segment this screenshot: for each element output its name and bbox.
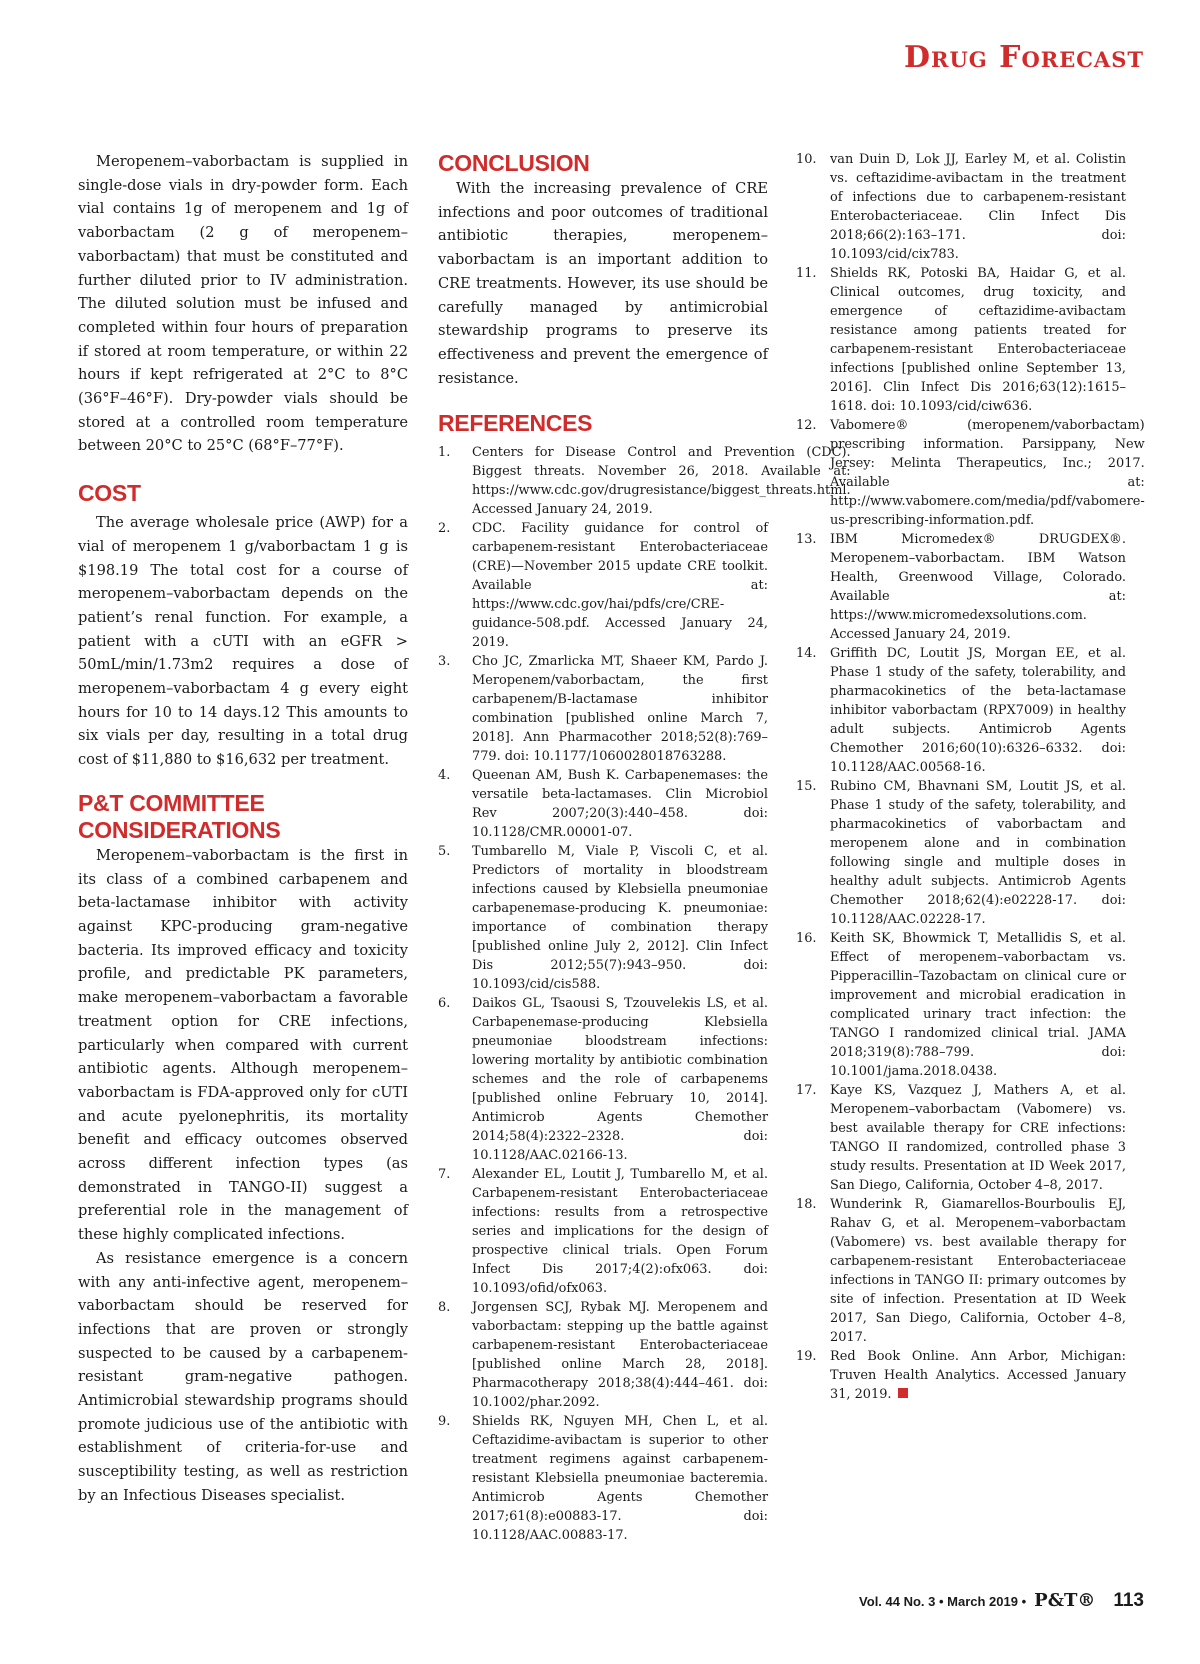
reference-text-body: Rubino CM, Bhavnani SM, Loutit JS, et al. Phase 1 study of the safety, tolerability, and pharmacokinetics of vaborbactam and meropenem alone and in combination following single and multiple doses in healthy adult subjects. Antimicrob Agents Chemother 2018;62(4):e02228-17. doi: 10.1128/AAC.02228-17.	[830, 779, 1126, 927]
reference-text	[830, 1347, 1126, 1404]
reference-text	[830, 530, 1126, 644]
reference-item	[438, 994, 768, 1165]
reference-item	[796, 1195, 1126, 1347]
reference-number: 18.	[796, 1197, 817, 1212]
reference-text	[830, 150, 1126, 264]
reference-item	[796, 150, 1126, 264]
reference-text-body: van Duin D, Lok JJ, Earley M, et al. Colistin vs. ceftazidime-avibactam in the treatment of infections due to carbapenem-resistant Enterobacteriaceae. Clin Infect Dis 2018;66(2):163–171. doi: 10.1093/cid/cix783.	[830, 152, 1126, 262]
reference-text-body: Centers for Disease Control and Prevention (CDC). Biggest threats. November 26, 2018. Available at: https://www.cdc.gov/drugresistance/biggest_threats.html. Accessed January 24, 2019.	[472, 445, 851, 518]
reference-text-body: Daikos GL, Tsaousi S, Tzouvelekis LS, et al. Carbapenemase-producing Klebsiella pneumoniae bloodstream infections: lowering mortality by antibiotic combination schemes and the role of carbapenems [published online February 10, 2014]. Antimicrob Agents Chemother 2014;58(4):2322–2328. doi: 10.1128/AAC.02166-13.	[472, 996, 768, 1164]
reference-text-body: Red Book Online. Ann Arbor, Michigan: Truven Health Analytics. Accessed January 31, 2019.	[830, 1349, 1126, 1402]
reference-text	[830, 1081, 1126, 1195]
reference-text	[830, 264, 1126, 416]
column-2	[438, 150, 851, 1545]
reference-number: 8.	[438, 1300, 451, 1316]
reference-item	[796, 264, 1126, 416]
reference-text	[472, 994, 768, 1165]
reference-number: 5.	[438, 844, 451, 860]
reference-text	[830, 777, 1126, 929]
reference-text-body: Keith SK, Bhowmick T, Metallidis S, et al. Effect of meropenem–vaborbactam vs. Pipperacillin–Tazobactam on clinical cure or improvement and microbial eradication in complicated urinary tract infection: the TANGO I randomized clinical trial. JAMA 2018;319(8):788–799. doi: 10.1001/jama.2018.0438.	[830, 931, 1126, 1079]
reference-item	[796, 1347, 1126, 1404]
reference-text-body: Alexander EL, Loutit J, Tumbarello M, et al. Carbapenem-resistant Enterobacteriaceae infections: results from a retrospective series and implications for the design of prospective clinical trials. Open Forum Infect Dis 2017;4(2):ofx063. doi: 10.1093/ofid/ofx063.	[472, 1167, 768, 1297]
reference-text-body: Wunderink R, Giamarellos-Bourboulis EJ, Rahav G, et al. Meropenem–vaborbactam (Vabomere) vs. best available therapy for carbapenem-resistant Enterobacteriaceae infections in TANGO II: primary outcomes by site of infection. Presentation at ID Week 2017, San Diego, California, October 4–8, 2017.	[830, 1197, 1126, 1345]
reference-text	[830, 929, 1126, 1081]
column-3	[796, 150, 1145, 1404]
reference-text	[472, 1165, 768, 1298]
reference-text	[830, 416, 1145, 530]
reference-number: 15.	[796, 779, 817, 794]
reference-number: 13.	[796, 532, 817, 547]
reference-item	[438, 443, 851, 519]
reference-number: 9.	[438, 1414, 451, 1430]
cost-paragraph: The average wholesale price (AWP) for a vial of meropenem 1 g/vaborbactam 1 g is $198.19 The total cost for a course of meropenem–vaborbactam depends on the patient’s renal function. For example, a patient with a cUTI with an eGFR > 50mL/min/1.73m2 requires a dose of meropenem–vaborbactam 4 g every eight hours for 10 to 14 days.12 This amounts to six vials per day, resulting in a total drug cost of $11,880 to $16,632 per treatment.	[78, 514, 408, 769]
reference-number: 2.	[438, 521, 451, 537]
reference-text	[472, 519, 768, 652]
reference-text	[830, 1195, 1126, 1347]
reference-number: 14.	[796, 646, 817, 661]
reference-text-body: Vabomere® (meropenem/vaborbactam) prescribing information. Parsippany, New Jersey: Melinta Therapeutics, Inc.; 2017. Available at: http://www.vabomere.com/media/pdf/vabomere-us-prescribing-information.pdf.	[830, 418, 1145, 528]
reference-text-body: Shields RK, Nguyen MH, Chen L, et al. Ceftazidime-avibactam is superior to other treatment regimens against carbapenem-resistant Klebsiella pneumoniae bacteremia. Antimicrob Agents Chemother 2017;61(8):e00883-17. doi: 10.1128/AAC.00883-17.	[472, 1414, 768, 1544]
reference-item	[796, 530, 1126, 644]
reference-item	[796, 777, 1126, 929]
page-number: 113	[1113, 1590, 1144, 1611]
reference-item	[438, 652, 768, 766]
reference-text	[472, 652, 768, 766]
reference-text	[472, 1412, 768, 1545]
column-1	[78, 150, 408, 1508]
reference-text-body: Cho JC, Zmarlicka MT, Shaeer KM, Pardo J. Meropenem/vaborbactam, the first carbapenem/B-lactamase inhibitor combination [published online March 7, 2018]. Ann Pharmacother 2018;52(8):769–779. doi: 10.1177/1060028018763288.	[472, 654, 768, 765]
reference-number: 12.	[796, 418, 817, 433]
reference-item	[796, 1081, 1126, 1195]
reference-text-body: CDC. Facility guidance for control of carbapenem-resistant Enterobacteriaceae (CRE)—November 2015 update CRE toolkit. Available at: https://www.cdc.gov/hai/pdfs/cre/CRE-guidance-508.pdf. Accessed January 24, 2019.	[472, 521, 768, 651]
pt-committee-heading	[78, 790, 408, 844]
page-footer	[859, 1590, 1144, 1612]
reference-item	[796, 416, 1145, 530]
reference-text	[472, 1298, 768, 1412]
references-heading: REFERENCES	[438, 410, 593, 437]
reference-number: 3.	[438, 654, 451, 670]
journal-name: P&T®	[1034, 1590, 1096, 1611]
references-list-col2	[438, 443, 851, 1545]
reference-text	[472, 842, 768, 994]
reference-text-body: Griffith DC, Loutit JS, Morgan EE, et al. Phase 1 study of the safety, tolerability, and pharmacokinetics of the beta-lactamase inhibitor vaborbactam (RPX7009) in healthy adult subjects. Antimicrob Agents Chemother 2016;60(10):6326–6332. doi: 10.1128/AAC.00568-16.	[830, 646, 1126, 775]
supply-paragraph: Meropenem–vaborbactam is supplied in single-dose vials in dry-powder form. Each vial contains 1g of meropenem and 1g of vaborbactam (2 g of meropenem–vaborbactam) that must be constituted and further diluted prior to IV administration. The diluted solution must be infused and completed within four hours of preparation if stored at room temperature, or within 22 hours if kept refrigerated at 2°C to 8°C (36°F–46°F). Dry-powder vials should be stored at a controlled room temperature between 20°C to 25°C (68°F–77°F).	[78, 153, 408, 455]
reference-text-body: Jorgensen SCJ, Rybak MJ. Meropenem and vaborbactam: stepping up the battle against carbapenem-resistant Enterobacteriaceae [published online March 28, 2018]. Pharmacotherapy 2018;38(4):444–461. doi: 10.1002/phar.2092.	[472, 1300, 768, 1411]
pt-paragraph-1: Meropenem–vaborbactam is the first in its class of a combined carbapenem and beta-lactamase inhibitor with activity against KPC-producing gram-negative bacteria. Its improved efficacy and toxicity profile, and predictable PK parameters, make meropenem–vaborbactam a favorable treatment option for CRE infections, particularly when compared with current antibiotic agents. Although meropenem–vaborbactam is FDA-approved only for cUTI and acute pyelonephritis, its mortality benefit and efficacy outcomes observed across different infection types (as demonstrated in TANGO-II) suggest a preferential role in the management of these highly complicated infections.	[78, 846, 408, 1244]
pt-heading-line1: P&T COMMITTEE	[78, 789, 265, 816]
reference-item	[438, 1165, 768, 1298]
reference-number: 10.	[796, 152, 817, 167]
reference-item	[796, 929, 1126, 1081]
reference-item	[796, 644, 1126, 777]
reference-text-body: Kaye KS, Vazquez J, Mathers A, et al. Meropenem–vaborbactam (Vabomere) vs. best available therapy for CRE infections: TANGO II randomized, controlled phase 3 study results. Presentation at ID Week 2017, San Diego, California, October 4–8, 2017.	[830, 1083, 1126, 1193]
conclusion-heading: CONCLUSION	[438, 150, 590, 176]
reference-text	[472, 443, 851, 519]
reference-number: 6.	[438, 996, 451, 1012]
reference-item	[438, 1298, 768, 1412]
reference-text	[830, 644, 1126, 777]
reference-text-body: Queenan AM, Bush K. Carbapenemases: the versatile beta-lactamases. Clin Microbiol Rev 2007;20(3):440–458. doi: 10.1128/CMR.00001-07.	[472, 768, 768, 841]
volume-info: Vol. 44 No. 3 • March 2019 •	[859, 1594, 1027, 1609]
conclusion-paragraph: With the increasing prevalence of CRE infections and poor outcomes of traditional antibiotic therapies, meropenem–vaborbactam is an important addition to CRE treatments. However, its use should be carefully managed by antimicrobial stewardship programs to preserve its effectiveness and prevent the emergence of resistance.	[438, 180, 768, 387]
end-of-article-mark	[898, 1388, 908, 1398]
reference-item	[438, 842, 768, 994]
reference-text	[472, 766, 768, 842]
reference-number: 4.	[438, 768, 451, 784]
reference-number: 7.	[438, 1167, 451, 1183]
reference-number: 16.	[796, 931, 817, 946]
reference-number: 19.	[796, 1349, 817, 1364]
section-title: Drug Forecast	[903, 40, 1144, 75]
reference-text-body: Tumbarello M, Viale P, Viscoli C, et al. Predictors of mortality in bloodstream infections caused by Klebsiella pneumoniae carbapenemase-producing K. pneumoniae: importance of combination therapy [published online July 2, 2012]. Clin Infect Dis 2012;55(7):943–950. doi: 10.1093/cid/cis588.	[472, 844, 768, 993]
references-list-col3	[796, 150, 1145, 1404]
reference-number: 17.	[796, 1083, 817, 1098]
pt-heading-line2: CONSIDERATIONS	[78, 816, 281, 843]
reference-item	[438, 519, 768, 652]
reference-text-body: Shields RK, Potoski BA, Haidar G, et al. Clinical outcomes, drug toxicity, and emergence of ceftazidime-avibactam resistance among patients treated for carbapenem-resistant Enterobacteriaceae infections [published online September 13, 2016]. Clin Infect Dis 2016;63(12):1615–1618. doi: 10.1093/cid/ciw636.	[830, 266, 1126, 414]
reference-text-body: IBM Micromedex® DRUGDEX®. Meropenem–vaborbactam. IBM Watson Health, Greenwood Village, Colorado. Available at: https://www.micromedexsolutions.com. Accessed January 24, 2019.	[830, 532, 1126, 642]
reference-item	[438, 766, 768, 842]
cost-heading: COST	[78, 480, 141, 507]
pt-paragraph-2: As resistance emergence is a concern with any anti-infective agent, meropenem–vaborbactam should be reserved for infections that are proven or strongly suspected to be caused by a carbapenem-resistant gram-negative pathogen. Antimicrobial stewardship programs should promote judicious use of the antibiotic with establishment of criteria-for-use and susceptibility testing, as well as restriction by an Infectious Diseases specialist.	[78, 1249, 408, 1504]
reference-number: 1.	[438, 445, 451, 461]
reference-item	[438, 1412, 768, 1545]
reference-number: 11.	[796, 266, 817, 281]
